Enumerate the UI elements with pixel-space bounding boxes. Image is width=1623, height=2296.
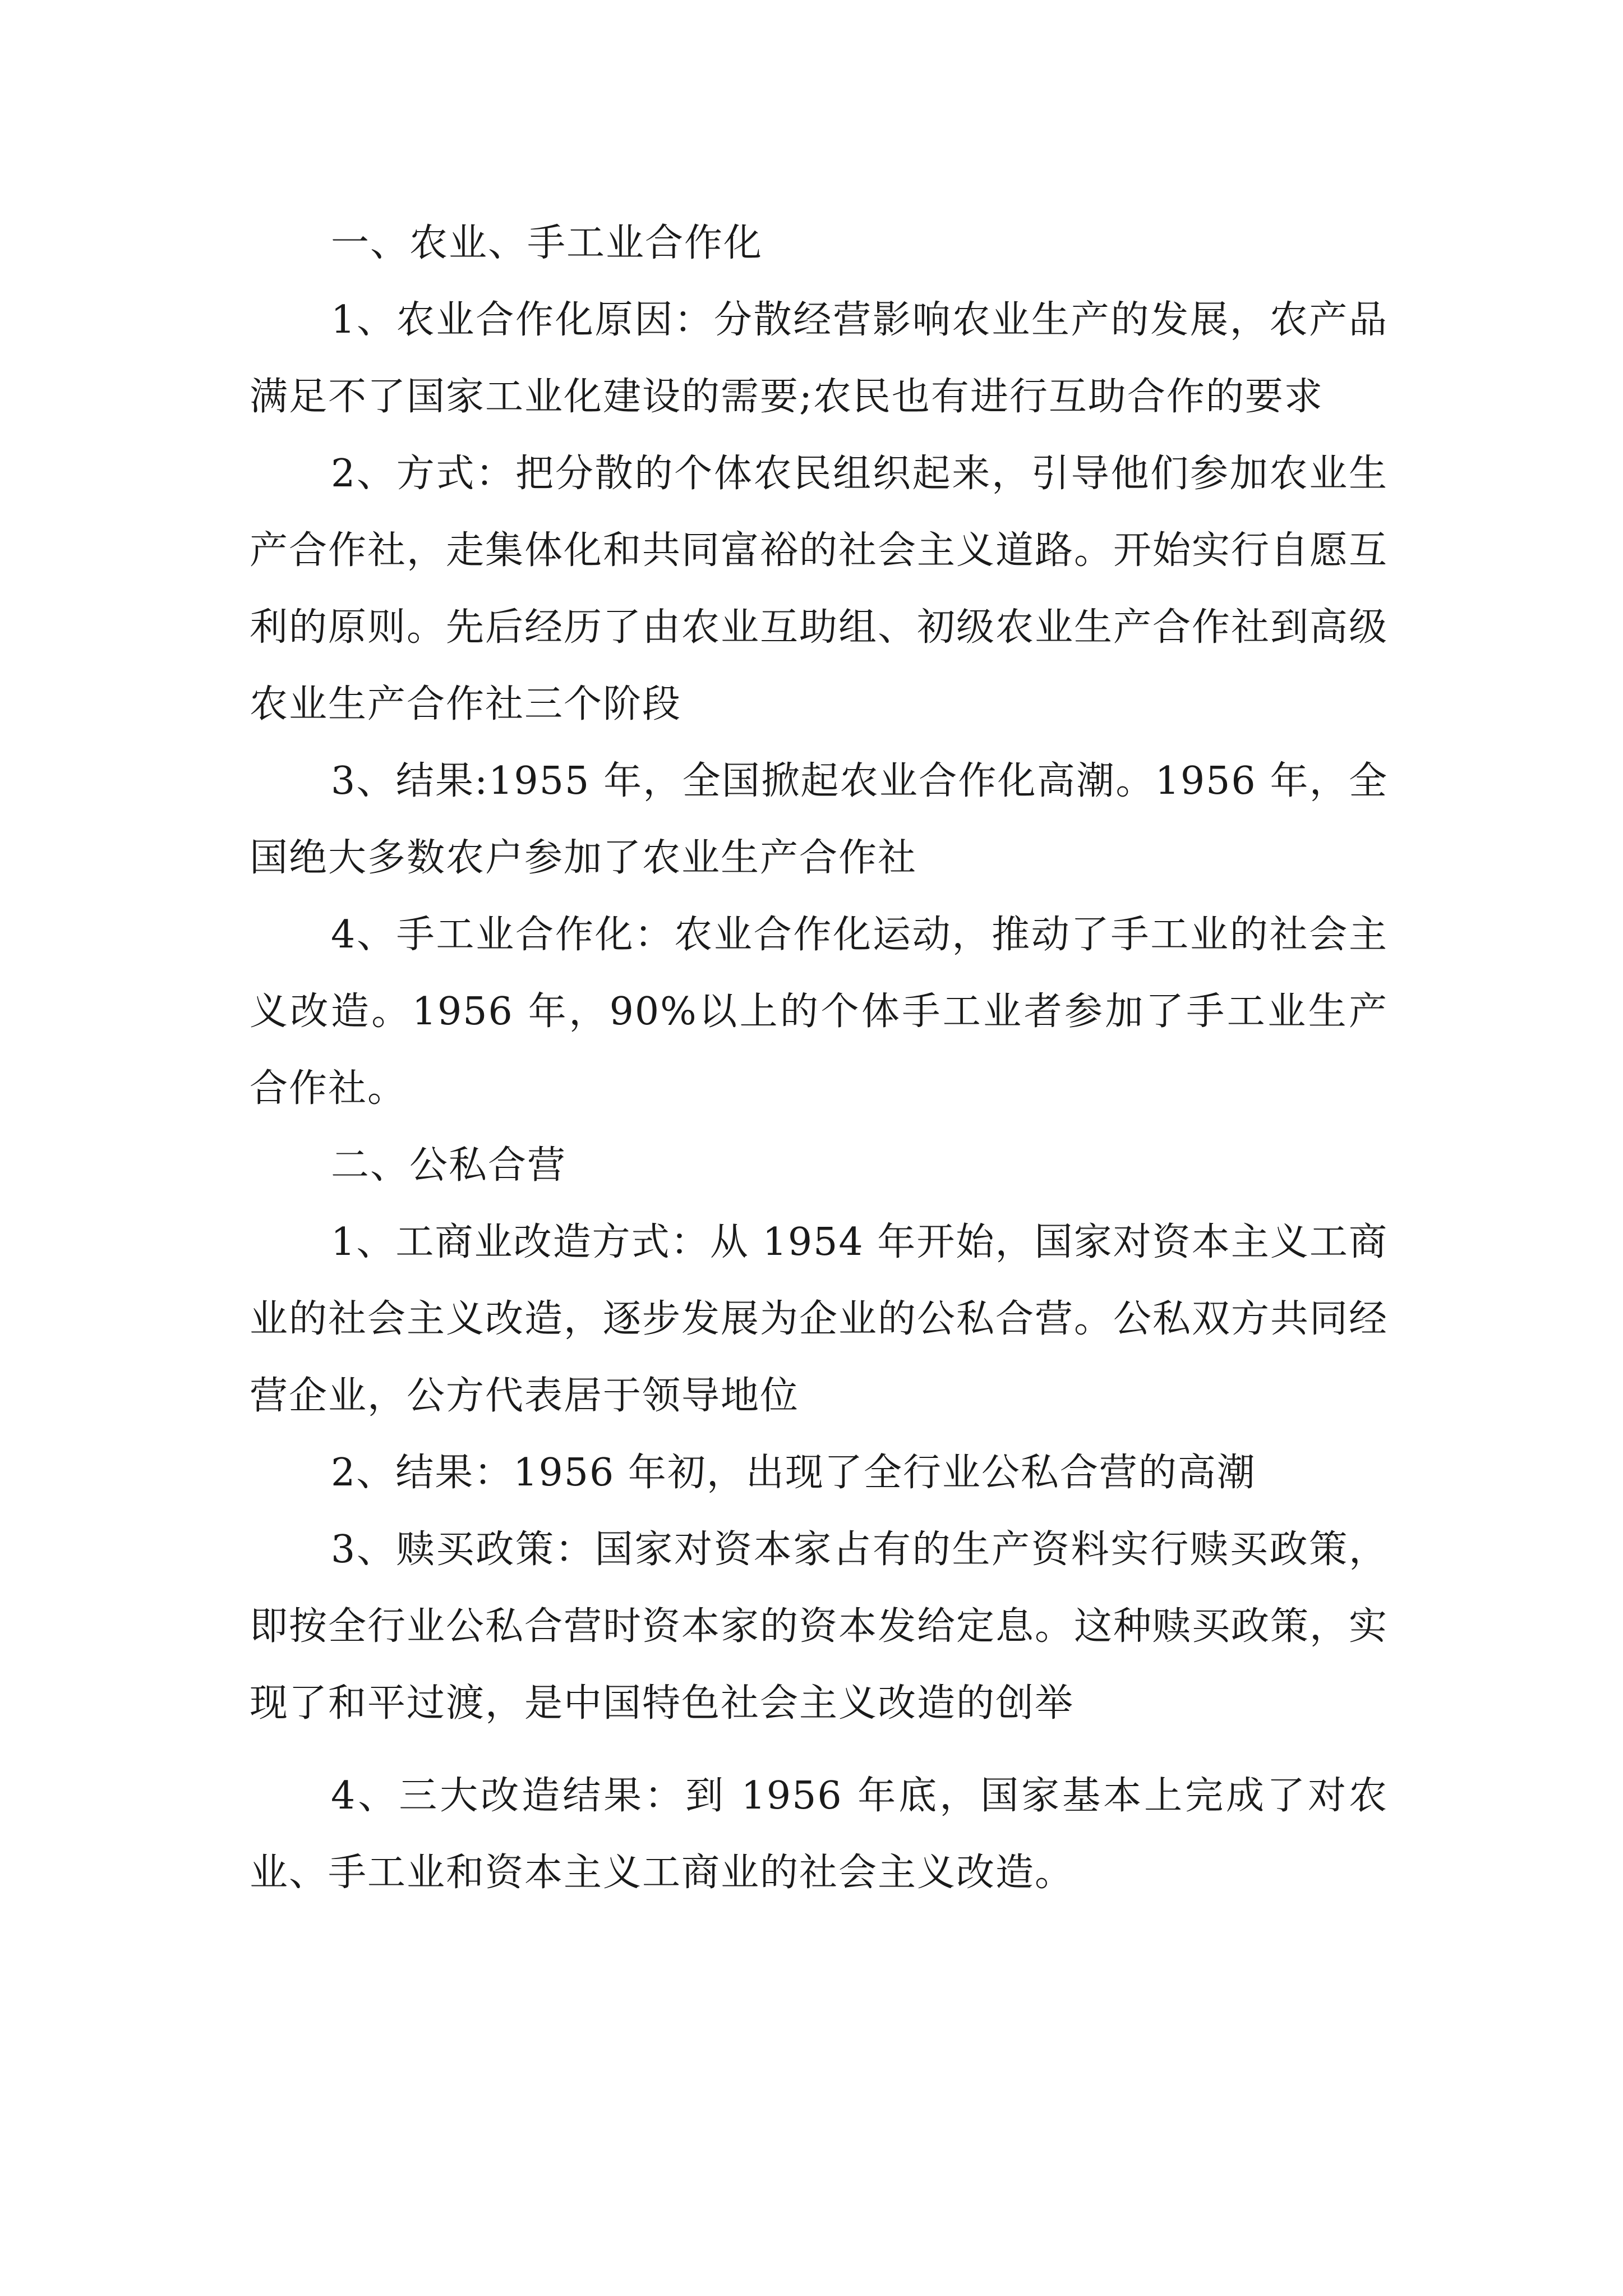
section-heading-cooperation: 一、农业、手工业合作化 xyxy=(331,221,763,265)
paragraph-commerce-reform-result: 2、结果：1956 年初，出现了全行业公私合营的高潮 xyxy=(331,1451,1256,1495)
section-heading-joint-venture: 二、公私合营 xyxy=(331,1143,567,1188)
document-body xyxy=(250,205,1388,1911)
paragraph-handicraft-cooperation: 4、手工业合作化：农业合作化运动，推动了手工业的社会主义改造。1956 年，90%以上的个体手工业者参加了手工业生产合作社。 xyxy=(250,913,1388,1111)
paragraph-agri-cooperation-reason: 1、农业合作化原因：分散经营影响农业生产的发展，农产品满足不了国家工业化建设的需要;农民也有进行互助合作的要求 xyxy=(250,298,1388,419)
paragraph-redemption-policy: 3、赎买政策：国家对资本家占有的生产资料实行赎买政策，即按全行业公私合营时资本家的资本发给定息。这种赎买政策，实现了和平过渡，是中国特色社会主义改造的创举 xyxy=(250,1527,1389,1726)
paragraph-commerce-reform-method: 1、工商业改造方式：从 1954 年开始，国家对资本主义工商业的社会主义改造，逐步发展为企业的公私合营。公私双方共同经营企业，公方代表居于领导地位 xyxy=(250,1220,1389,1418)
paragraph-agri-cooperation-result: 3、结果:1955 年，全国掀起农业合作化高潮。1956 年，全国绝大多数农户参加了农业生产合作社 xyxy=(250,759,1388,880)
paragraph-agri-cooperation-method: 2、方式：把分散的个体农民组织起来，引导他们参加农业生产合作社，走集体化和共同富裕的社会主义道路。开始实行自愿互利的原则。先后经历了由农业互助组、初级农业生产合作社到高级农业生产合作社三个阶段 xyxy=(250,452,1389,726)
paragraph-three-reforms-result: 4、三大改造结果：到 1956 年底，国家基本上完成了对农业、手工业和资本主义工商业的社会主义改造。 xyxy=(250,1774,1388,1895)
